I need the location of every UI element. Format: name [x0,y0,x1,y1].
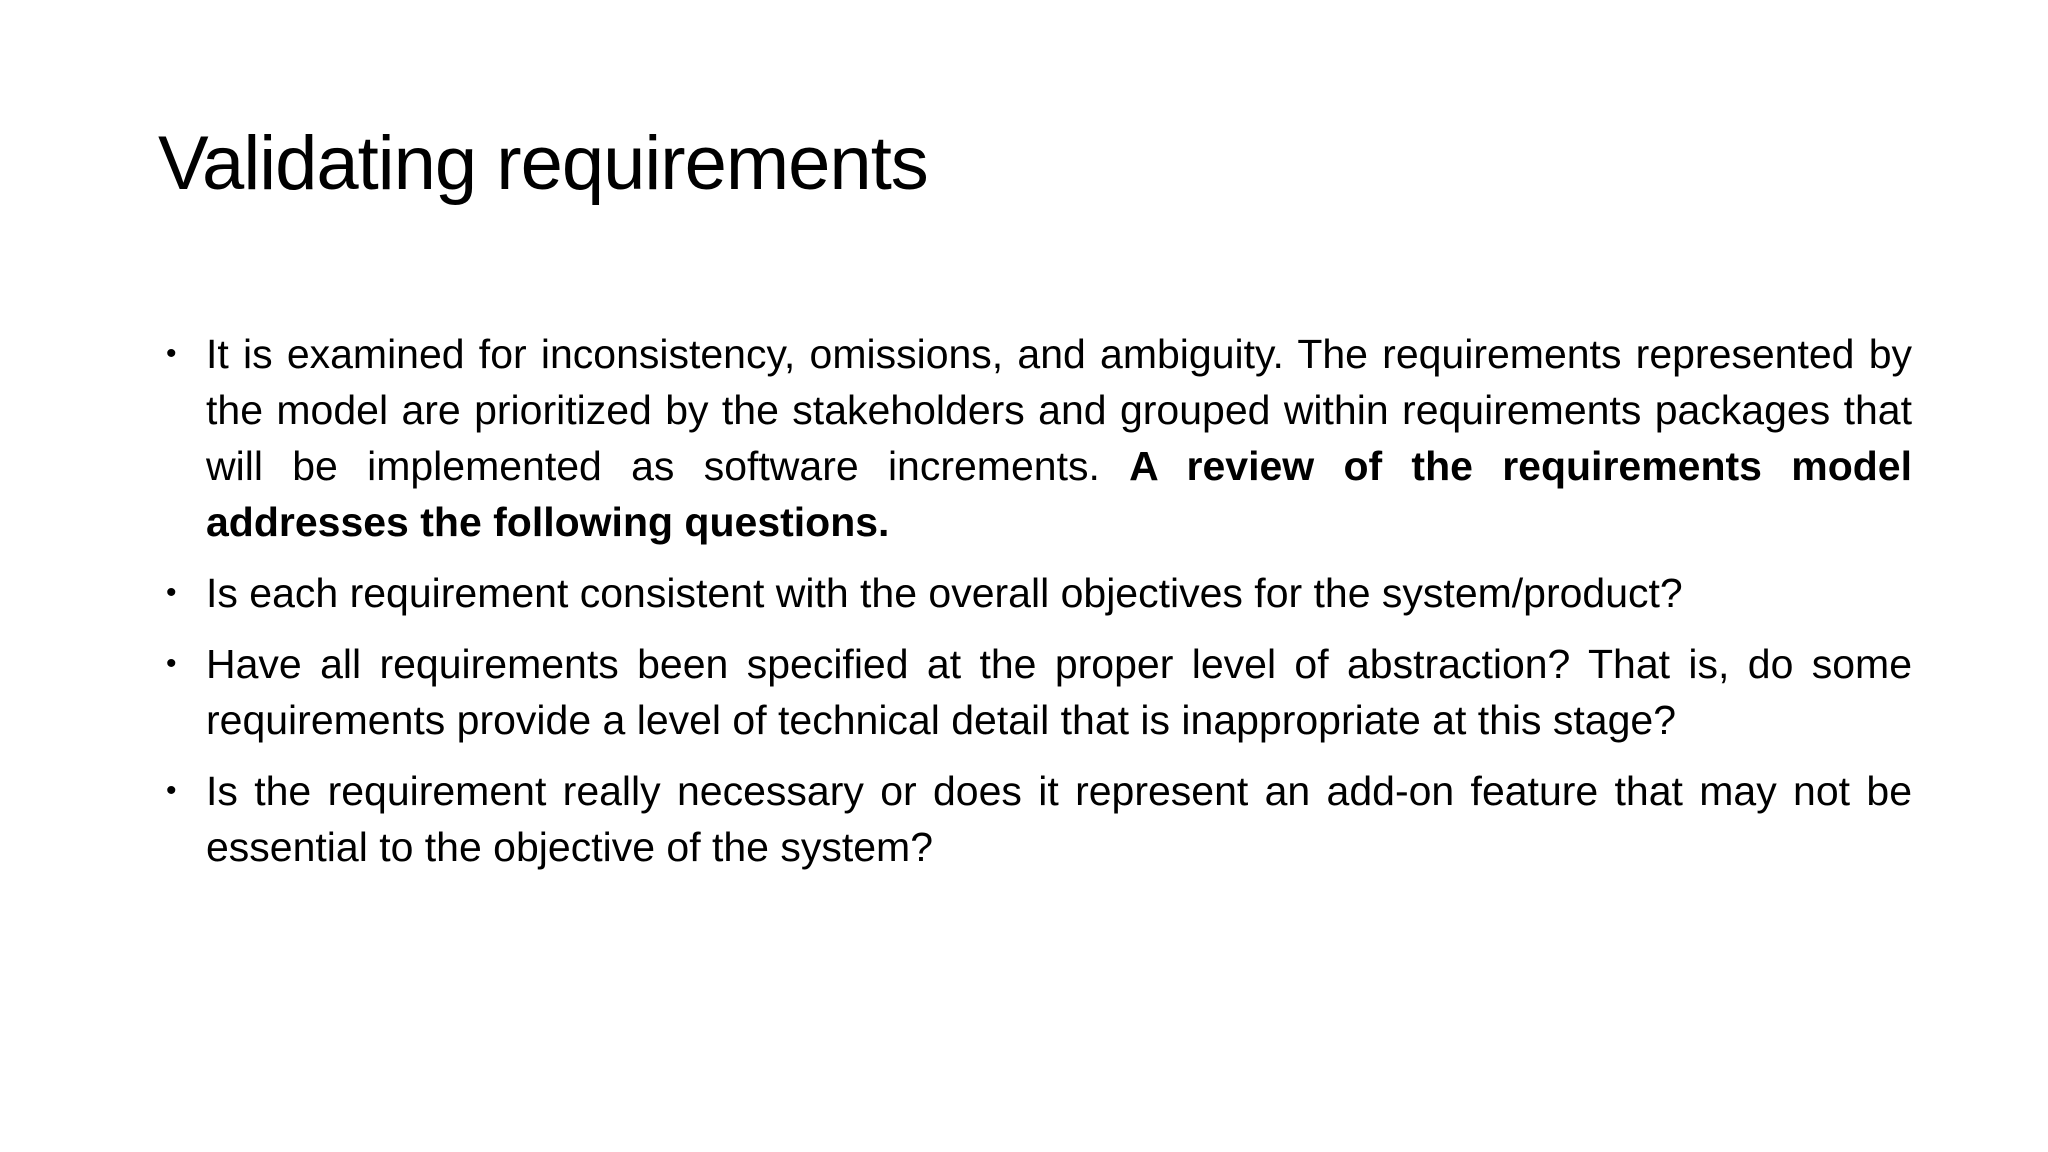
bullet-bold-text: A review of the requirements model addresses the following questions. [206,443,1912,545]
bullet-list [166,326,1912,890]
bullet-item-4 [166,763,1912,875]
bullet-item-2 [166,565,1912,621]
slide-title: Validating requirements [158,121,928,206]
bullet-point-icon: • [166,774,177,807]
bullet-text: Have all requirements been specified at the proper level of abstraction? That is, do some requirements provide a level of technical detail that is inappropriate at this stage? [206,641,1912,743]
bullet-text: It is examined for inconsistency, omissions, and ambiguity. The requirements represented by the model are prioritized by the stakeholders and grouped within requirements packages that will be implemented as software increments. [206,331,1912,489]
bullet-point-icon: • [166,576,177,609]
bullet-item-3 [166,636,1912,748]
bullet-item-1 [166,326,1912,550]
bullet-text: Is each requirement consistent with the overall objectives for the system/product? [206,570,1683,616]
bullet-text: Is the requirement really necessary or does it represent an add-on feature that may not be essential to the objective of the system? [206,768,1912,870]
bullet-point-icon: • [166,647,177,680]
bullet-point-icon: • [166,337,177,370]
